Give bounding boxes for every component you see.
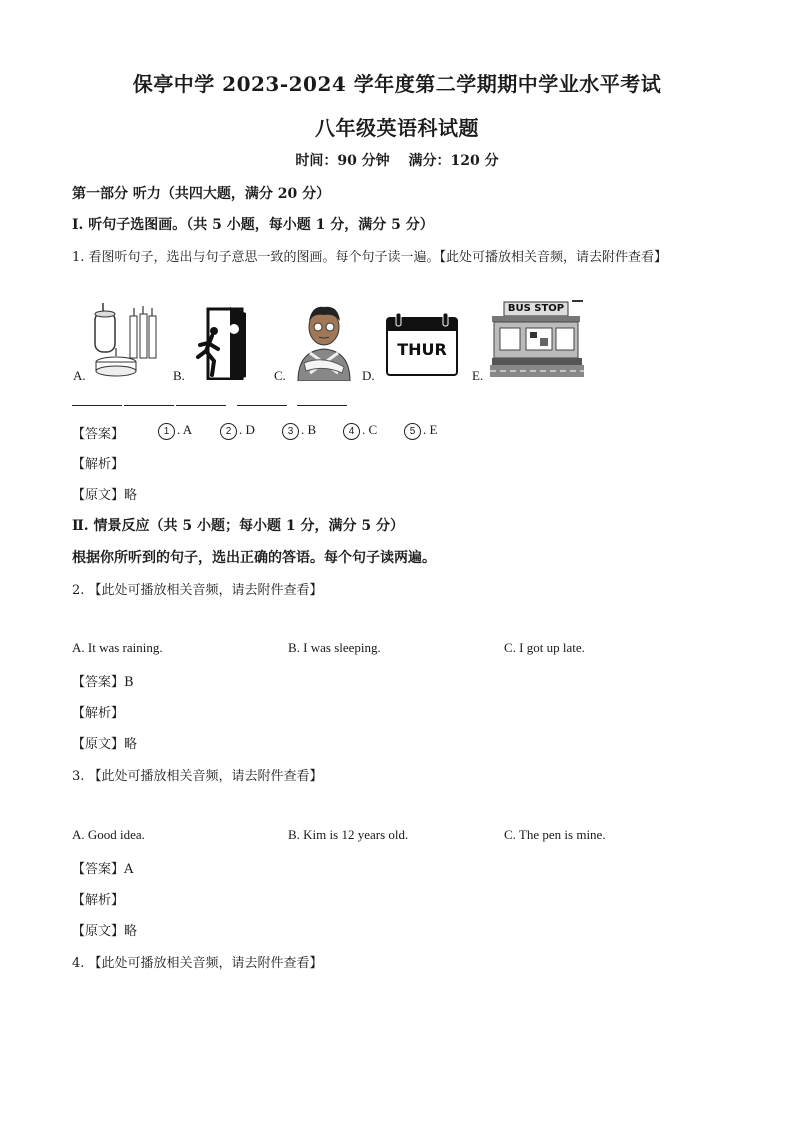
option-label-e: E. — [472, 368, 484, 383]
part1-heading: 第一部分 听力（共四大题，满分 20 分） — [72, 186, 331, 202]
question-3-analysis: 【解析】 — [72, 893, 125, 908]
candles-picture — [90, 300, 165, 380]
question-2-option-a[interactable]: A. It was raining. — [72, 640, 163, 655]
answer-4: 4 . C — [343, 422, 377, 440]
question-2-analysis: 【解析】 — [72, 706, 125, 721]
option-label-b: B. — [173, 368, 185, 383]
section2-heading: Ⅱ. 情景反应（共 5 小题；每小题 1 分，满分 5 分） — [72, 518, 405, 534]
question-2-original: 【原文】略 — [72, 737, 138, 752]
bus-stop-sign-text: BUS STOP — [507, 303, 565, 314]
question-3-original: 【原文】略 — [72, 924, 138, 939]
question-3-stem: 3. 【此处可播放相关音频，请去附件查看】 — [72, 769, 323, 784]
question-2-answer: 【答案】B — [72, 675, 134, 690]
page-title: 保亭中学 2023-2024 学年度第二学期期中学业水平考试 — [132, 72, 662, 96]
answer-tag: 【答案】 — [72, 427, 125, 442]
answer-blank[interactable] — [72, 405, 122, 406]
option-label-c: C. — [274, 368, 286, 383]
question-3-option-c[interactable]: C. The pen is mine. — [504, 827, 606, 842]
calendar-picture — [386, 312, 458, 376]
question-4-stem: 4. 【此处可播放相关音频，请去附件查看】 — [72, 956, 323, 971]
answer-blank[interactable] — [237, 405, 287, 406]
answer-3: 3 . B — [282, 422, 316, 440]
calendar-day-text: THUR — [397, 340, 447, 359]
answer-2: 2 . D — [220, 422, 255, 440]
injured-arm-picture — [290, 303, 358, 381]
answer-1: 1 . A — [158, 422, 192, 440]
original-text-label: 【原文】略 — [72, 488, 138, 503]
section1-heading: I. 听句子选图画。（共 5 小题，每小题 1 分，满分 5 分） — [72, 217, 434, 233]
question-1-instruction: 1. 看图听句子，选出与句子意思一致的图画。每个句子读一遍。【此处可播放相关音频，请去附件查看】 — [72, 250, 668, 265]
section2-instruction: 根据你所听到的句子，选出正确的答语。每个句子读两遍。 — [72, 550, 436, 566]
answer-blank[interactable] — [176, 405, 226, 406]
option-label-d: D. — [362, 368, 375, 383]
bus-stop-picture — [490, 298, 585, 380]
question-3-option-a[interactable]: A. Good idea. — [72, 827, 145, 842]
time-info: 时间：90 分钟 满分：120 分 — [295, 153, 499, 169]
page-subtitle: 八年级英语科试题 — [315, 116, 479, 140]
question-2-option-c[interactable]: C. I got up late. — [504, 640, 585, 655]
question-3-option-b[interactable]: B. Kim is 12 years old. — [288, 827, 409, 842]
answer-blank[interactable] — [124, 405, 174, 406]
exit-door-picture — [190, 305, 250, 380]
answer-5: 5 . E — [404, 422, 437, 440]
question-2-stem: 2. 【此处可播放相关音频，请去附件查看】 — [72, 583, 323, 598]
answer-blank[interactable] — [297, 405, 347, 406]
option-label-a: A. — [73, 368, 86, 383]
analysis-label: 【解析】 — [72, 457, 125, 472]
question-3-answer: 【答案】A — [72, 862, 134, 877]
question-2-option-b[interactable]: B. I was sleeping. — [288, 640, 381, 655]
